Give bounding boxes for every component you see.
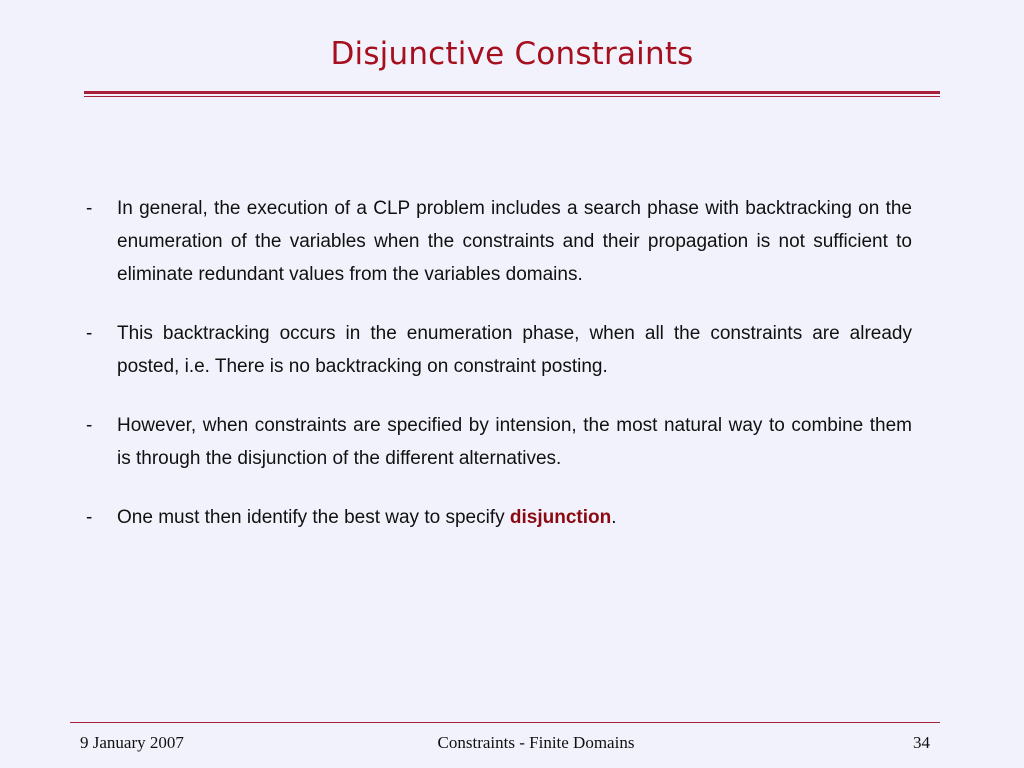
bullet-marker: -	[86, 323, 93, 344]
footer-page-number: 34	[913, 733, 930, 752]
bullet-text: In general, the execution of a CLP problem includes a search phase with backtracking on the enumeration of the variables when the constraints and their propagation is not sufficient to eliminate redundant values from the variables domains.	[117, 198, 912, 285]
bullet-text-after: .	[611, 507, 617, 528]
emphasized-term: disjunction	[509, 507, 612, 528]
bullet-marker: -	[86, 198, 93, 219]
bullet-marker: -	[86, 415, 93, 436]
bullet-list	[84, 192, 912, 560]
bullet-item	[84, 192, 912, 291]
bullet-marker: -	[86, 507, 93, 528]
slide-title: Disjunctive Constraints	[330, 36, 694, 72]
bullet-text: This backtracking occurs in the enumeration phase, when all the constraints are already posted, i.e. There is no backtracking on constraint posting.	[117, 323, 912, 377]
title-divider-thick	[84, 91, 940, 94]
bullet-text: However, when constraints are specified by intension, the most natural way to combine them is through the disjunction of the different alternatives.	[117, 415, 912, 469]
bullet-item	[84, 409, 912, 475]
footer-divider	[70, 722, 940, 723]
bullet-item	[84, 501, 912, 534]
bullet-item	[84, 317, 912, 383]
bullet-text-before: One must then identify the best way to specify	[117, 507, 510, 528]
footer-course-title: Constraints - Finite Domains	[437, 733, 635, 752]
title-divider-thin	[84, 96, 940, 97]
footer-date: 9 January 2007	[80, 733, 184, 752]
